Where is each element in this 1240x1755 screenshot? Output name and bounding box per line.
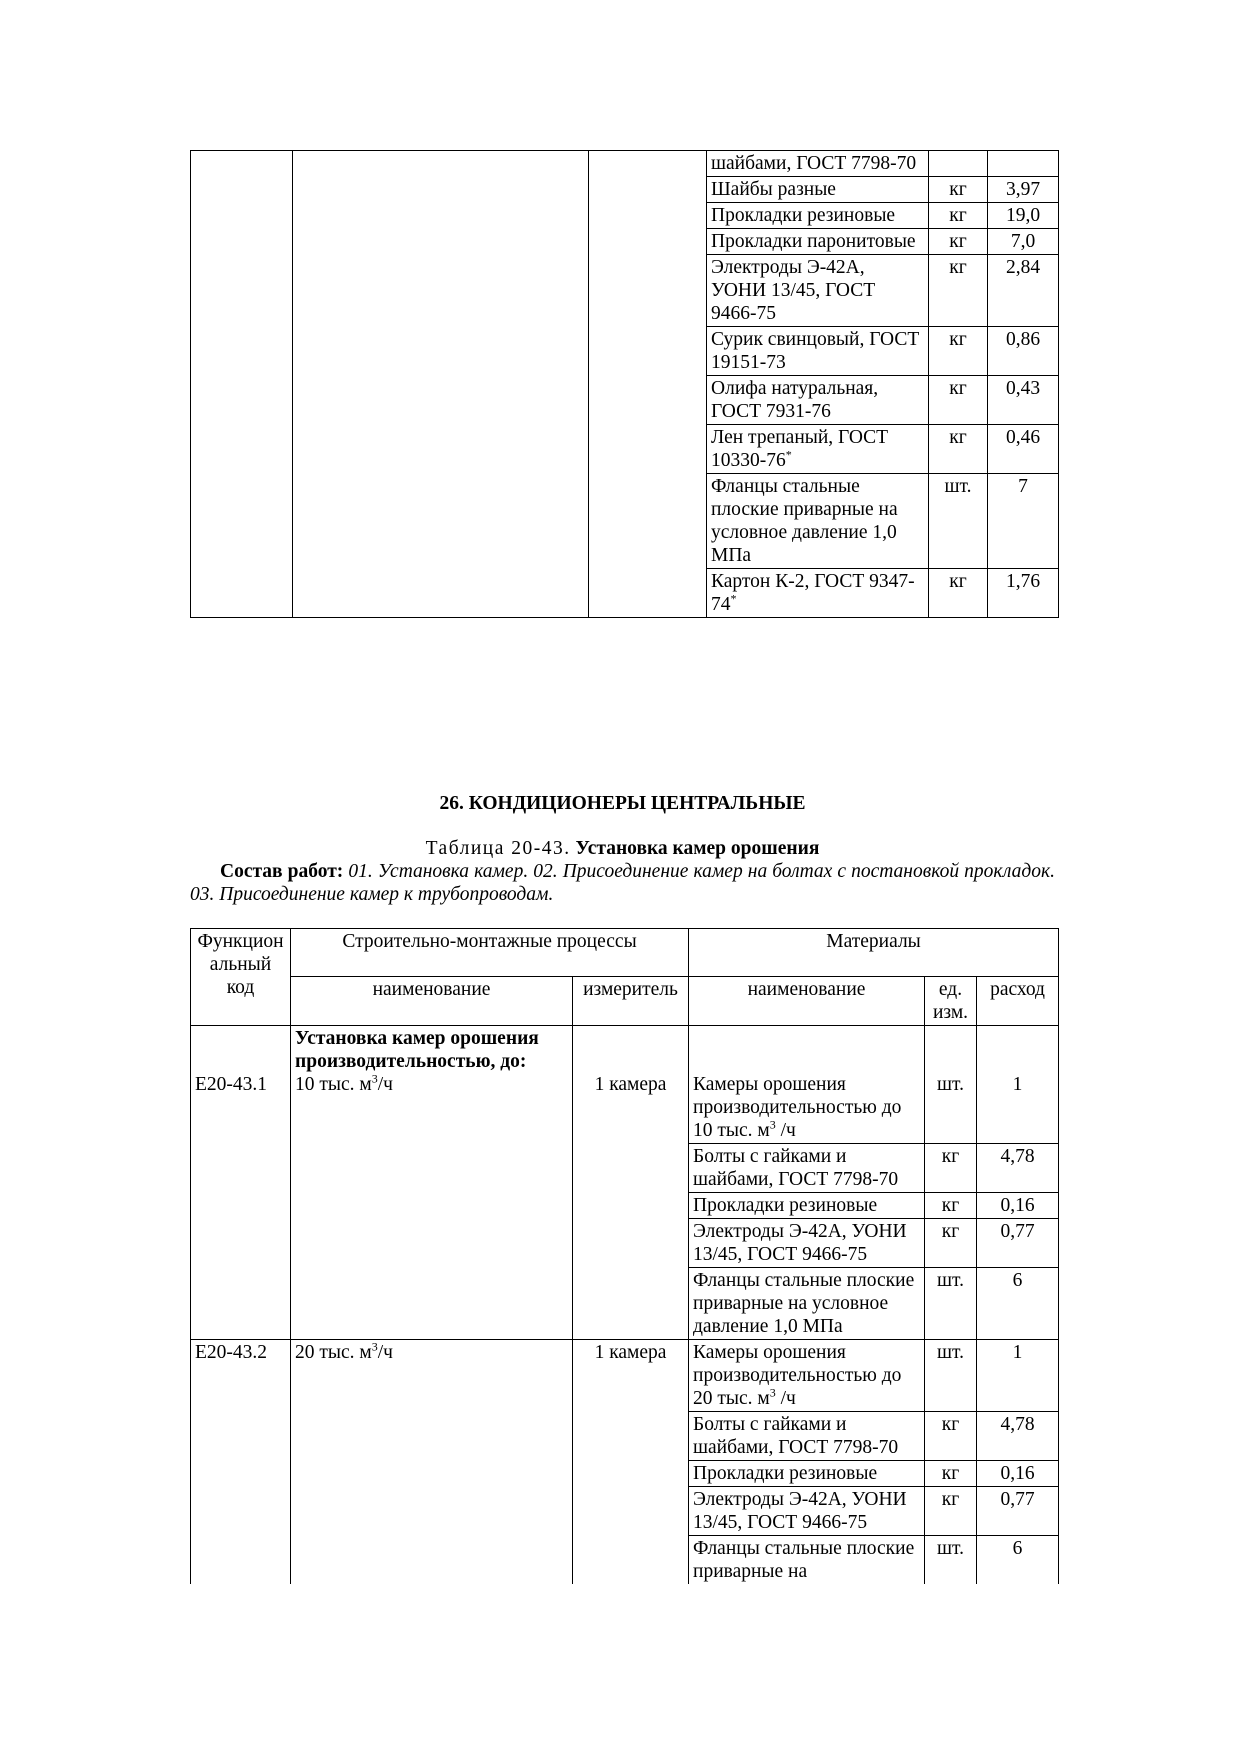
empty-cell (191, 569, 293, 618)
unit-text: кг (941, 1221, 960, 1242)
material-name (689, 1461, 925, 1487)
empty-cell (191, 255, 293, 327)
qty-text: 4,78 (1000, 1146, 1035, 1167)
spacer (981, 1050, 1054, 1073)
material-unit: кг (929, 327, 988, 376)
table-row (191, 569, 1059, 618)
composition-text: 01. Установка камер. 02. Присоединение камер на болтах с постановкой прокладок. 03. Присоединение камер к трубопроводам. (190, 861, 1056, 905)
header-mat-qty: расход (977, 977, 1059, 1026)
material-qty: 2,84 (988, 255, 1059, 327)
material-qty (977, 1340, 1059, 1412)
spacer (693, 1050, 920, 1073)
material-name (689, 1412, 925, 1461)
material-name (689, 1340, 925, 1412)
table-row (191, 376, 1059, 425)
material-qty: 7,0 (988, 229, 1059, 255)
qty-text: 0,16 (1000, 1195, 1035, 1216)
qty-text: 4,78 (1000, 1414, 1035, 1435)
empty-cell (589, 255, 707, 327)
material-name: шайбами, ГОСТ 7798-70 (707, 151, 929, 177)
process-name (291, 1026, 573, 1340)
material-name-text: Фланцы стальные плоские приварные на условное давление 1,0 МПа (693, 1270, 915, 1337)
table-row (191, 1026, 1059, 1144)
process-meter (573, 1340, 689, 1585)
material-unit (925, 1193, 977, 1219)
material-qty: 0,46 (988, 425, 1059, 474)
table-row (191, 474, 1059, 569)
material-unit (925, 1144, 977, 1193)
section-title: 26. КОНДИЦИОНЕРЫ ЦЕНТРАЛЬНЫЕ (439, 793, 806, 814)
empty-cell (191, 151, 293, 177)
empty-cell (589, 177, 707, 203)
unit-text: кг (941, 1414, 960, 1435)
material-name-text: Болты с гайками и шайбами, ГОСТ 7798-70 (693, 1146, 899, 1190)
material-unit: кг (929, 203, 988, 229)
material-name (689, 1219, 925, 1268)
qty-text: 1 (1012, 1342, 1023, 1363)
continuation-table (190, 150, 1059, 618)
material-name: Прокладки резиновые (707, 203, 929, 229)
process-value: 10 тыс. $м^3/ч$ (295, 1071, 393, 1095)
table-caption (190, 837, 1055, 860)
material-qty (977, 1193, 1059, 1219)
empty-cell (293, 255, 589, 327)
spacer (929, 1050, 972, 1073)
material-name-text: Прокладки резиновые (693, 1195, 878, 1216)
empty-cell (589, 376, 707, 425)
header-processes: Строительно-монтажные процессы (291, 929, 689, 977)
composition-label: Состав работ: (220, 861, 344, 882)
material-unit (925, 1268, 977, 1340)
material-qty (977, 1536, 1059, 1585)
empty-cell (589, 151, 707, 177)
material-qty (988, 151, 1059, 177)
table-row (191, 151, 1059, 177)
empty-cell (293, 425, 589, 474)
group-title: Установка камер орошения производительностью, до: (295, 1028, 539, 1072)
material-name-text: Камеры орошения производительностью до 10 тыс. $м^3$ /ч (693, 1074, 902, 1141)
material-name: Электроды Э-42А, УОНИ 13/45, ГОСТ 9466-75 (707, 255, 929, 327)
material-name: Прокладки паронитовые (707, 229, 929, 255)
unit-text: шт. (937, 1270, 964, 1291)
empty-cell (589, 327, 707, 376)
material-qty: 0,43 (988, 376, 1059, 425)
empty-cell (589, 474, 707, 569)
material-name (689, 1193, 925, 1219)
qty-text: 1 (1012, 1074, 1023, 1095)
material-qty (977, 1268, 1059, 1340)
table-row (191, 1340, 1059, 1412)
unit-text: кг (941, 1195, 960, 1216)
footnote-mark: * (785, 447, 792, 462)
material-unit (925, 1412, 977, 1461)
meter-text: 1 камера (594, 1342, 667, 1363)
empty-cell (293, 569, 589, 618)
empty-cell (293, 474, 589, 569)
func-code (191, 1340, 291, 1585)
qty-text: 6 (1012, 1270, 1023, 1291)
superscript-3: 3 (371, 1071, 378, 1086)
material-name (689, 1536, 925, 1585)
material-unit (929, 151, 988, 177)
material-qty (977, 1487, 1059, 1536)
qty-text: 0,77 (1000, 1489, 1035, 1510)
material-unit: кг (929, 569, 988, 618)
superscript-3: 3 (371, 1339, 378, 1354)
empty-cell (589, 203, 707, 229)
table-row (191, 327, 1059, 376)
spacer (577, 1050, 684, 1073)
material-name-text: Электроды Э-42А, УОНИ 13/45, ГОСТ 9466-75 (693, 1489, 907, 1533)
empty-cell (293, 177, 589, 203)
material-unit (925, 1487, 977, 1536)
material-unit: кг (929, 177, 988, 203)
superscript-3: 3 (769, 1385, 776, 1400)
empty-cell (191, 425, 293, 474)
unit-text: кг (941, 1146, 960, 1167)
spacer (929, 1027, 972, 1050)
material-name-text: Болты с гайками и шайбами, ГОСТ 7798-70 (693, 1414, 899, 1458)
superscript-3: 3 (769, 1117, 776, 1132)
material-name-text: Камеры орошения производительностью до 20 тыс. $м^3$ /ч (693, 1342, 902, 1409)
material-qty: 1,76 (988, 569, 1059, 618)
header-mat-unit: ед. изм. (925, 977, 977, 1026)
material-name (689, 1268, 925, 1340)
qty-text: 0,16 (1000, 1463, 1035, 1484)
empty-cell (589, 425, 707, 474)
material-unit (925, 1340, 977, 1412)
material-qty (977, 1144, 1059, 1193)
material-name (689, 1487, 925, 1536)
process-meter (573, 1026, 689, 1340)
material-unit: шт. (929, 474, 988, 569)
material-name: Фланцы стальные плоские приварные на условное давление 1,0 МПа (707, 474, 929, 569)
empty-cell (293, 229, 589, 255)
work-composition (190, 860, 1055, 906)
material-qty (977, 1026, 1059, 1144)
material-unit (925, 1536, 977, 1585)
header-proc-name: наименование (291, 977, 573, 1026)
spacer (577, 1027, 684, 1050)
func-code-text: Е20-43.2 (195, 1342, 268, 1363)
unit-text: шт. (937, 1538, 964, 1559)
material-unit (925, 1219, 977, 1268)
material-name (689, 1144, 925, 1193)
func-code (191, 1026, 291, 1340)
empty-cell (191, 376, 293, 425)
header-func-code: Функцион альный код (191, 929, 291, 1026)
process-value: 20 тыс. $м^3/ч$ (295, 1339, 393, 1363)
material-unit (925, 1461, 977, 1487)
empty-cell (589, 229, 707, 255)
material-qty (977, 1461, 1059, 1487)
empty-cell (293, 151, 589, 177)
material-unit (925, 1026, 977, 1144)
table-row (191, 229, 1059, 255)
unit-text: кг (941, 1489, 960, 1510)
meter-text: 1 камера (594, 1074, 667, 1095)
table-caption-title: Установка камер орошения (575, 838, 820, 859)
qty-text: 0,77 (1000, 1221, 1035, 1242)
material-unit: кг (929, 255, 988, 327)
empty-cell (293, 327, 589, 376)
material-unit: кг (929, 376, 988, 425)
func-code-text: Е20-43.1 (195, 1074, 268, 1095)
unit-text: шт. (937, 1074, 964, 1095)
material-name: Картон К-2, ГОСТ 9347-74* (707, 569, 929, 618)
empty-cell (191, 203, 293, 229)
table-caption-label: Таблица 20-43. (425, 838, 571, 859)
empty-cell (191, 229, 293, 255)
empty-cell (191, 327, 293, 376)
spacer (195, 1027, 286, 1050)
table-row (191, 203, 1059, 229)
material-qty (977, 1219, 1059, 1268)
header-materials: Материалы (689, 929, 1059, 977)
footnote-mark: * (730, 591, 737, 606)
empty-cell (293, 376, 589, 425)
empty-cell (293, 203, 589, 229)
material-name: Сурик свинцовый, ГОСТ 19151-73 (707, 327, 929, 376)
material-name-text: Электроды Э-42А, УОНИ 13/45, ГОСТ 9466-75 (693, 1221, 907, 1265)
material-name: Лен трепаный, ГОСТ 10330-76* (707, 425, 929, 474)
material-unit: кг (929, 229, 988, 255)
spacer (195, 1050, 286, 1073)
spacer (981, 1027, 1054, 1050)
table-row (191, 255, 1059, 327)
material-name (689, 1026, 925, 1144)
header-mat-name: наименование (689, 977, 925, 1026)
material-name: Олифа натуральная, ГОСТ 7931-76 (707, 376, 929, 425)
header-proc-meter: измеритель (573, 977, 689, 1026)
spacer (693, 1027, 920, 1050)
unit-text: кг (941, 1463, 960, 1484)
material-qty: 0,86 (988, 327, 1059, 376)
empty-cell (589, 569, 707, 618)
process-name (291, 1340, 573, 1585)
unit-text: шт. (937, 1342, 964, 1363)
material-name-text: Фланцы стальные плоские приварные на (693, 1538, 915, 1582)
table-row (191, 425, 1059, 474)
qty-text: 6 (1012, 1538, 1023, 1559)
material-qty (977, 1412, 1059, 1461)
material-qty: 19,0 (988, 203, 1059, 229)
main-table (190, 928, 1059, 1584)
empty-cell (191, 474, 293, 569)
material-qty: 7 (988, 474, 1059, 569)
empty-cell (191, 177, 293, 203)
material-name: Шайбы разные (707, 177, 929, 203)
material-name-text: Прокладки резиновые (693, 1463, 878, 1484)
table-row (191, 177, 1059, 203)
material-unit: кг (929, 425, 988, 474)
material-qty: 3,97 (988, 177, 1059, 203)
